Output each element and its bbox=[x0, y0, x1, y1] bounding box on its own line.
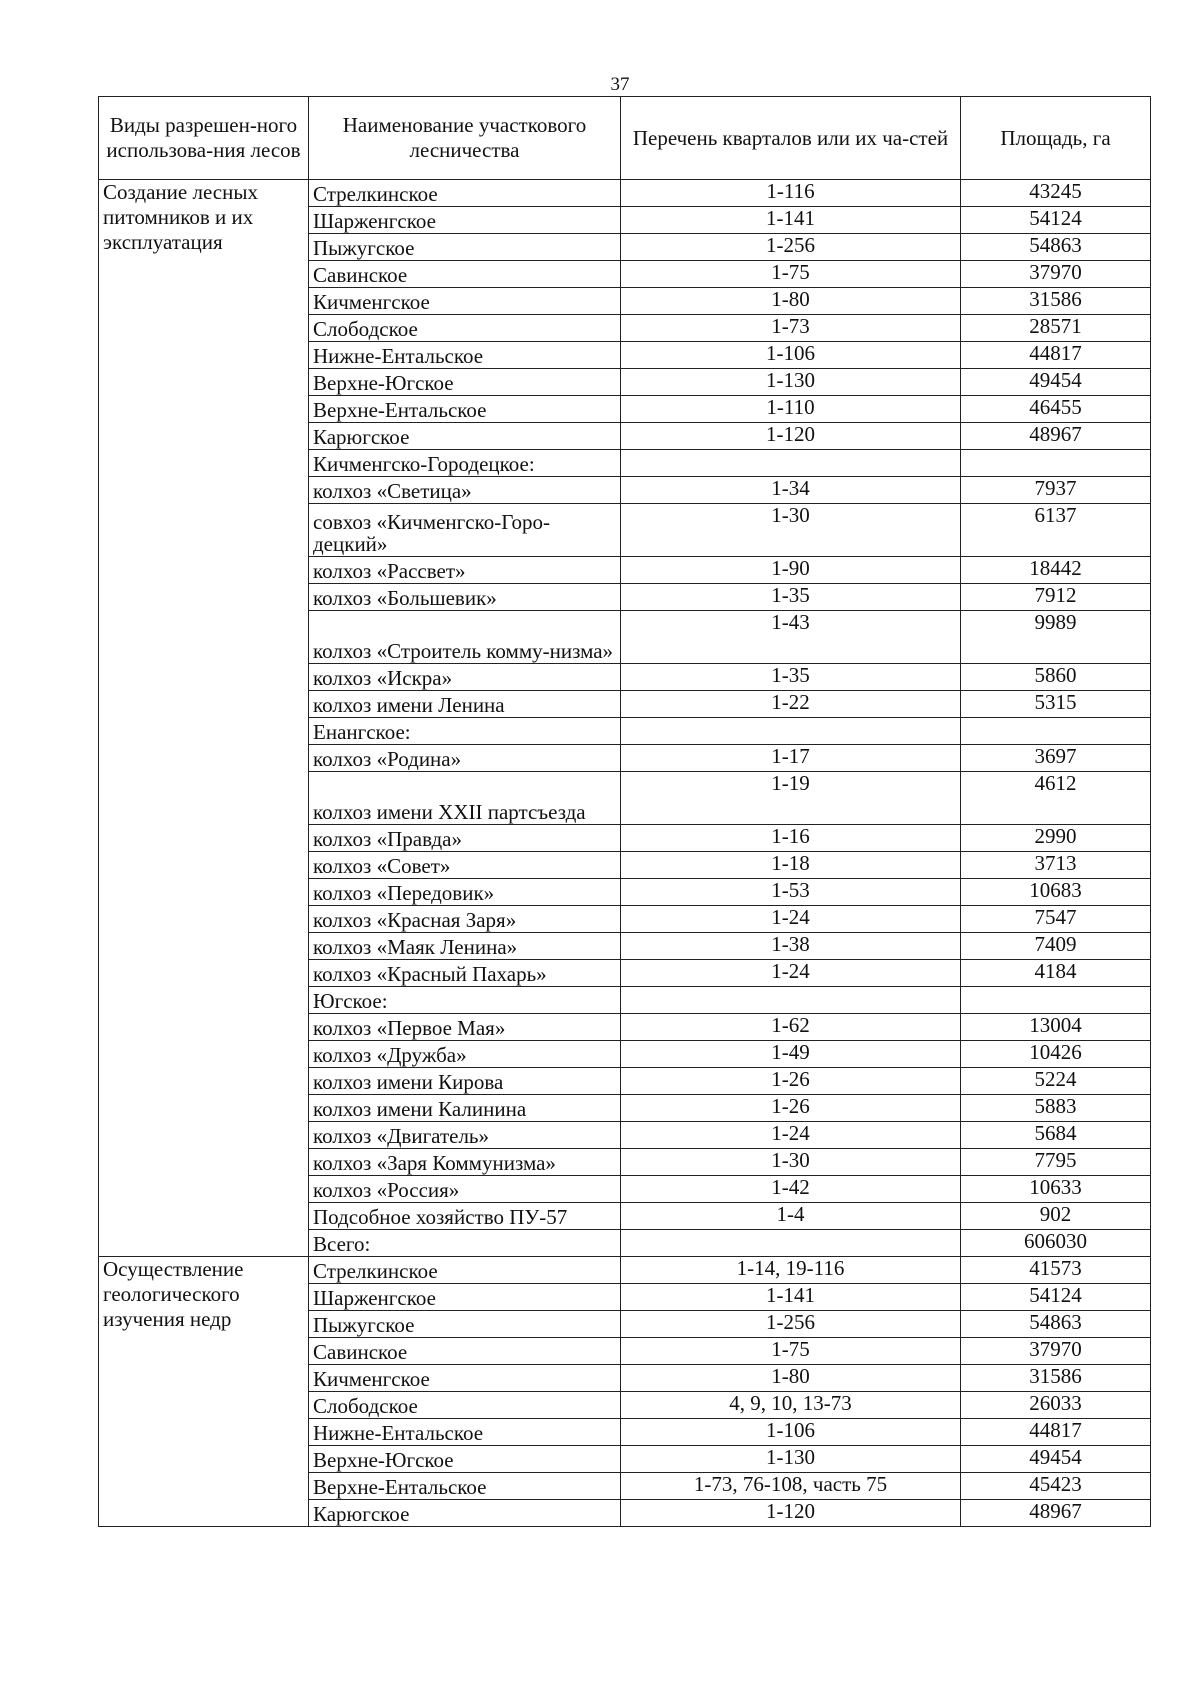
forestry-name-cell: Енангское: bbox=[309, 718, 621, 745]
area-cell: 7937 bbox=[961, 477, 1151, 504]
quarters-cell: 1-18 bbox=[621, 852, 961, 879]
forestry-name-cell: колхоз имени XXII партсъезда bbox=[309, 772, 621, 825]
quarters-cell: 1-30 bbox=[621, 1149, 961, 1176]
area-cell: 49454 bbox=[961, 1446, 1151, 1473]
area-cell: 48967 bbox=[961, 1500, 1151, 1527]
forestry-name-cell: колхоз «Родина» bbox=[309, 745, 621, 772]
area-cell: 26033 bbox=[961, 1392, 1151, 1419]
quarters-cell: 1-106 bbox=[621, 1419, 961, 1446]
forestry-name-cell: Верхне-Ентальское bbox=[309, 1473, 621, 1500]
forestry-name-cell: Слободское bbox=[309, 315, 621, 342]
quarters-cell: 1-90 bbox=[621, 557, 961, 584]
area-cell: 5883 bbox=[961, 1095, 1151, 1122]
forestry-name-cell: колхоз «Красная Заря» bbox=[309, 906, 621, 933]
forestry-name-cell: Савинское bbox=[309, 261, 621, 288]
area-cell: 4612 bbox=[961, 772, 1151, 825]
quarters-cell: 1-141 bbox=[621, 207, 961, 234]
quarters-cell: 1-80 bbox=[621, 1365, 961, 1392]
area-cell: 6137 bbox=[961, 504, 1151, 557]
quarters-cell: 1-22 bbox=[621, 691, 961, 718]
header-area: Площадь, га bbox=[961, 97, 1151, 180]
area-cell: 28571 bbox=[961, 315, 1151, 342]
quarters-cell: 1-17 bbox=[621, 745, 961, 772]
quarters-cell: 4, 9, 10, 13-73 bbox=[621, 1392, 961, 1419]
forestry-name-cell: Стрелкинское bbox=[309, 1257, 621, 1284]
forestry-name-cell: Всего: bbox=[309, 1230, 621, 1257]
forestry-name-cell: колхоз «Заря Коммунизма» bbox=[309, 1149, 621, 1176]
forestry-name-cell: Шарженгское bbox=[309, 207, 621, 234]
forestry-name-cell: Кичменгское bbox=[309, 1365, 621, 1392]
quarters-cell: 1-130 bbox=[621, 1446, 961, 1473]
forestry-name-cell: Пыжугское bbox=[309, 234, 621, 261]
forestry-name-cell: колхоз «Красный Пахарь» bbox=[309, 960, 621, 987]
forest-use-table bbox=[98, 96, 1151, 1527]
area-cell: 5224 bbox=[961, 1068, 1151, 1095]
area-cell: 49454 bbox=[961, 369, 1151, 396]
forestry-name-cell: Шарженгское bbox=[309, 1284, 621, 1311]
quarters-cell: 1-35 bbox=[621, 584, 961, 611]
quarters-cell: 1-120 bbox=[621, 423, 961, 450]
area-cell: 44817 bbox=[961, 1419, 1151, 1446]
forestry-name-cell: колхоз «Рассвет» bbox=[309, 557, 621, 584]
quarters-cell: 1-26 bbox=[621, 1095, 961, 1122]
quarters-cell: 1-53 bbox=[621, 879, 961, 906]
quarters-cell: 1-42 bbox=[621, 1176, 961, 1203]
header-quarters: Перечень кварталов или их ча-стей bbox=[621, 97, 961, 180]
quarters-cell: 1-73 bbox=[621, 315, 961, 342]
forestry-name-cell: колхоз «Искра» bbox=[309, 664, 621, 691]
quarters-cell: 1-24 bbox=[621, 960, 961, 987]
area-cell: 37970 bbox=[961, 261, 1151, 288]
quarters-cell: 1-38 bbox=[621, 933, 961, 960]
area-cell: 31586 bbox=[961, 1365, 1151, 1392]
quarters-cell: 1-106 bbox=[621, 342, 961, 369]
area-cell: 44817 bbox=[961, 342, 1151, 369]
forestry-name-cell: Нижне-Ентальское bbox=[309, 342, 621, 369]
area-cell: 10426 bbox=[961, 1041, 1151, 1068]
forestry-name-cell: колхоз «Передовик» bbox=[309, 879, 621, 906]
table-header bbox=[99, 97, 1151, 180]
quarters-cell: 1-14, 19-116 bbox=[621, 1257, 961, 1284]
forestry-name-cell: колхоз «Двигатель» bbox=[309, 1122, 621, 1149]
quarters-cell bbox=[621, 450, 961, 477]
forestry-name-cell: Верхне-Ентальское bbox=[309, 396, 621, 423]
forestry-name-cell: колхоз «Совет» bbox=[309, 852, 621, 879]
quarters-cell: 1-16 bbox=[621, 825, 961, 852]
table-body bbox=[99, 180, 1151, 1527]
quarters-cell: 1-26 bbox=[621, 1068, 961, 1095]
area-cell bbox=[961, 718, 1151, 745]
area-cell: 3713 bbox=[961, 852, 1151, 879]
quarters-cell: 1-62 bbox=[621, 1014, 961, 1041]
quarters-cell: 1-141 bbox=[621, 1284, 961, 1311]
area-cell: 7912 bbox=[961, 584, 1151, 611]
forestry-name-cell: Пыжугское bbox=[309, 1311, 621, 1338]
forestry-name-cell: Карюгское bbox=[309, 1500, 621, 1527]
area-cell: 7795 bbox=[961, 1149, 1151, 1176]
quarters-cell: 1-80 bbox=[621, 288, 961, 315]
quarters-cell bbox=[621, 1230, 961, 1257]
quarters-cell: 1-130 bbox=[621, 369, 961, 396]
forestry-name-cell: Верхне-Югское bbox=[309, 369, 621, 396]
area-cell bbox=[961, 987, 1151, 1014]
area-cell: 18442 bbox=[961, 557, 1151, 584]
area-cell: 10633 bbox=[961, 1176, 1151, 1203]
forestry-name-cell: колхоз имени Кирова bbox=[309, 1068, 621, 1095]
table-row bbox=[99, 180, 1151, 207]
area-cell: 48967 bbox=[961, 423, 1151, 450]
forestry-name-cell: колхоз «Большевик» bbox=[309, 584, 621, 611]
forestry-name-cell: колхоз «Первое Мая» bbox=[309, 1014, 621, 1041]
forestry-name-cell: колхоз имени Ленина bbox=[309, 691, 621, 718]
quarters-cell: 1-256 bbox=[621, 1311, 961, 1338]
area-cell: 31586 bbox=[961, 288, 1151, 315]
area-cell: 4184 bbox=[961, 960, 1151, 987]
area-cell: 10683 bbox=[961, 879, 1151, 906]
quarters-cell: 1-30 bbox=[621, 504, 961, 557]
area-cell: 41573 bbox=[961, 1257, 1151, 1284]
quarters-cell: 1-43 bbox=[621, 611, 961, 664]
quarters-cell: 1-256 bbox=[621, 234, 961, 261]
area-cell: 43245 bbox=[961, 180, 1151, 207]
forestry-name-cell: колхоз «Строитель комму-низма» bbox=[309, 611, 621, 664]
area-cell: 9989 bbox=[961, 611, 1151, 664]
quarters-cell: 1-4 bbox=[621, 1203, 961, 1230]
page-number: 37 bbox=[610, 74, 630, 95]
quarters-cell: 1-116 bbox=[621, 180, 961, 207]
forestry-name-cell: Кичменгско-Городецкое: bbox=[309, 450, 621, 477]
forestry-name-cell: Стрелкинское bbox=[309, 180, 621, 207]
quarters-cell bbox=[621, 718, 961, 745]
forestry-name-cell: Кичменгское bbox=[309, 288, 621, 315]
forestry-name-cell: Югское: bbox=[309, 987, 621, 1014]
area-cell: 2990 bbox=[961, 825, 1151, 852]
forestry-name-cell: колхоз «Правда» bbox=[309, 825, 621, 852]
area-cell: 606030 bbox=[961, 1230, 1151, 1257]
quarters-cell: 1-75 bbox=[621, 261, 961, 288]
forestry-name-cell: Верхне-Югское bbox=[309, 1446, 621, 1473]
quarters-cell: 1-35 bbox=[621, 664, 961, 691]
quarters-cell: 1-75 bbox=[621, 1338, 961, 1365]
use-type-cell: Создание лесных питомников и их эксплуатация bbox=[99, 180, 309, 1257]
area-cell: 54124 bbox=[961, 1284, 1151, 1311]
quarters-cell: 1-24 bbox=[621, 906, 961, 933]
area-cell: 54863 bbox=[961, 234, 1151, 261]
header-use-type: Виды разрешен-ного использова-ния лесов bbox=[99, 97, 309, 180]
quarters-cell: 1-73, 76-108, часть 75 bbox=[621, 1473, 961, 1500]
forestry-name-cell: Слободское bbox=[309, 1392, 621, 1419]
area-cell: 54124 bbox=[961, 207, 1151, 234]
forestry-name-cell: колхоз «Светица» bbox=[309, 477, 621, 504]
area-cell: 3697 bbox=[961, 745, 1151, 772]
area-cell: 5684 bbox=[961, 1122, 1151, 1149]
use-type-cell: Осуществление геологического изучения недр bbox=[99, 1257, 309, 1527]
area-cell: 13004 bbox=[961, 1014, 1151, 1041]
table-row bbox=[99, 1257, 1151, 1284]
quarters-cell: 1-110 bbox=[621, 396, 961, 423]
area-cell: 5860 bbox=[961, 664, 1151, 691]
forestry-name-cell: колхоз «Дружба» bbox=[309, 1041, 621, 1068]
quarters-cell bbox=[621, 987, 961, 1014]
forestry-name-cell: Подсобное хозяйство ПУ-57 bbox=[309, 1203, 621, 1230]
area-cell: 7409 bbox=[961, 933, 1151, 960]
quarters-cell: 1-34 bbox=[621, 477, 961, 504]
area-cell bbox=[961, 450, 1151, 477]
quarters-cell: 1-49 bbox=[621, 1041, 961, 1068]
header-forestry-name: Наименование участкового лесничества bbox=[309, 97, 621, 180]
quarters-cell: 1-24 bbox=[621, 1122, 961, 1149]
area-cell: 37970 bbox=[961, 1338, 1151, 1365]
area-cell: 54863 bbox=[961, 1311, 1151, 1338]
forestry-name-cell: Нижне-Ентальское bbox=[309, 1419, 621, 1446]
forestry-name-cell: совхоз «Кичменгско-Горо-децкий» bbox=[309, 504, 621, 557]
forestry-name-cell: колхоз имени Калинина bbox=[309, 1095, 621, 1122]
forestry-name-cell: колхоз «Россия» bbox=[309, 1176, 621, 1203]
quarters-cell: 1-120 bbox=[621, 1500, 961, 1527]
forestry-name-cell: Савинское bbox=[309, 1338, 621, 1365]
forestry-name-cell: колхоз «Маяк Ленина» bbox=[309, 933, 621, 960]
area-cell: 902 bbox=[961, 1203, 1151, 1230]
quarters-cell: 1-19 bbox=[621, 772, 961, 825]
area-cell: 45423 bbox=[961, 1473, 1151, 1500]
area-cell: 5315 bbox=[961, 691, 1151, 718]
area-cell: 46455 bbox=[961, 396, 1151, 423]
area-cell: 7547 bbox=[961, 906, 1151, 933]
forestry-name-cell: Карюгское bbox=[309, 423, 621, 450]
